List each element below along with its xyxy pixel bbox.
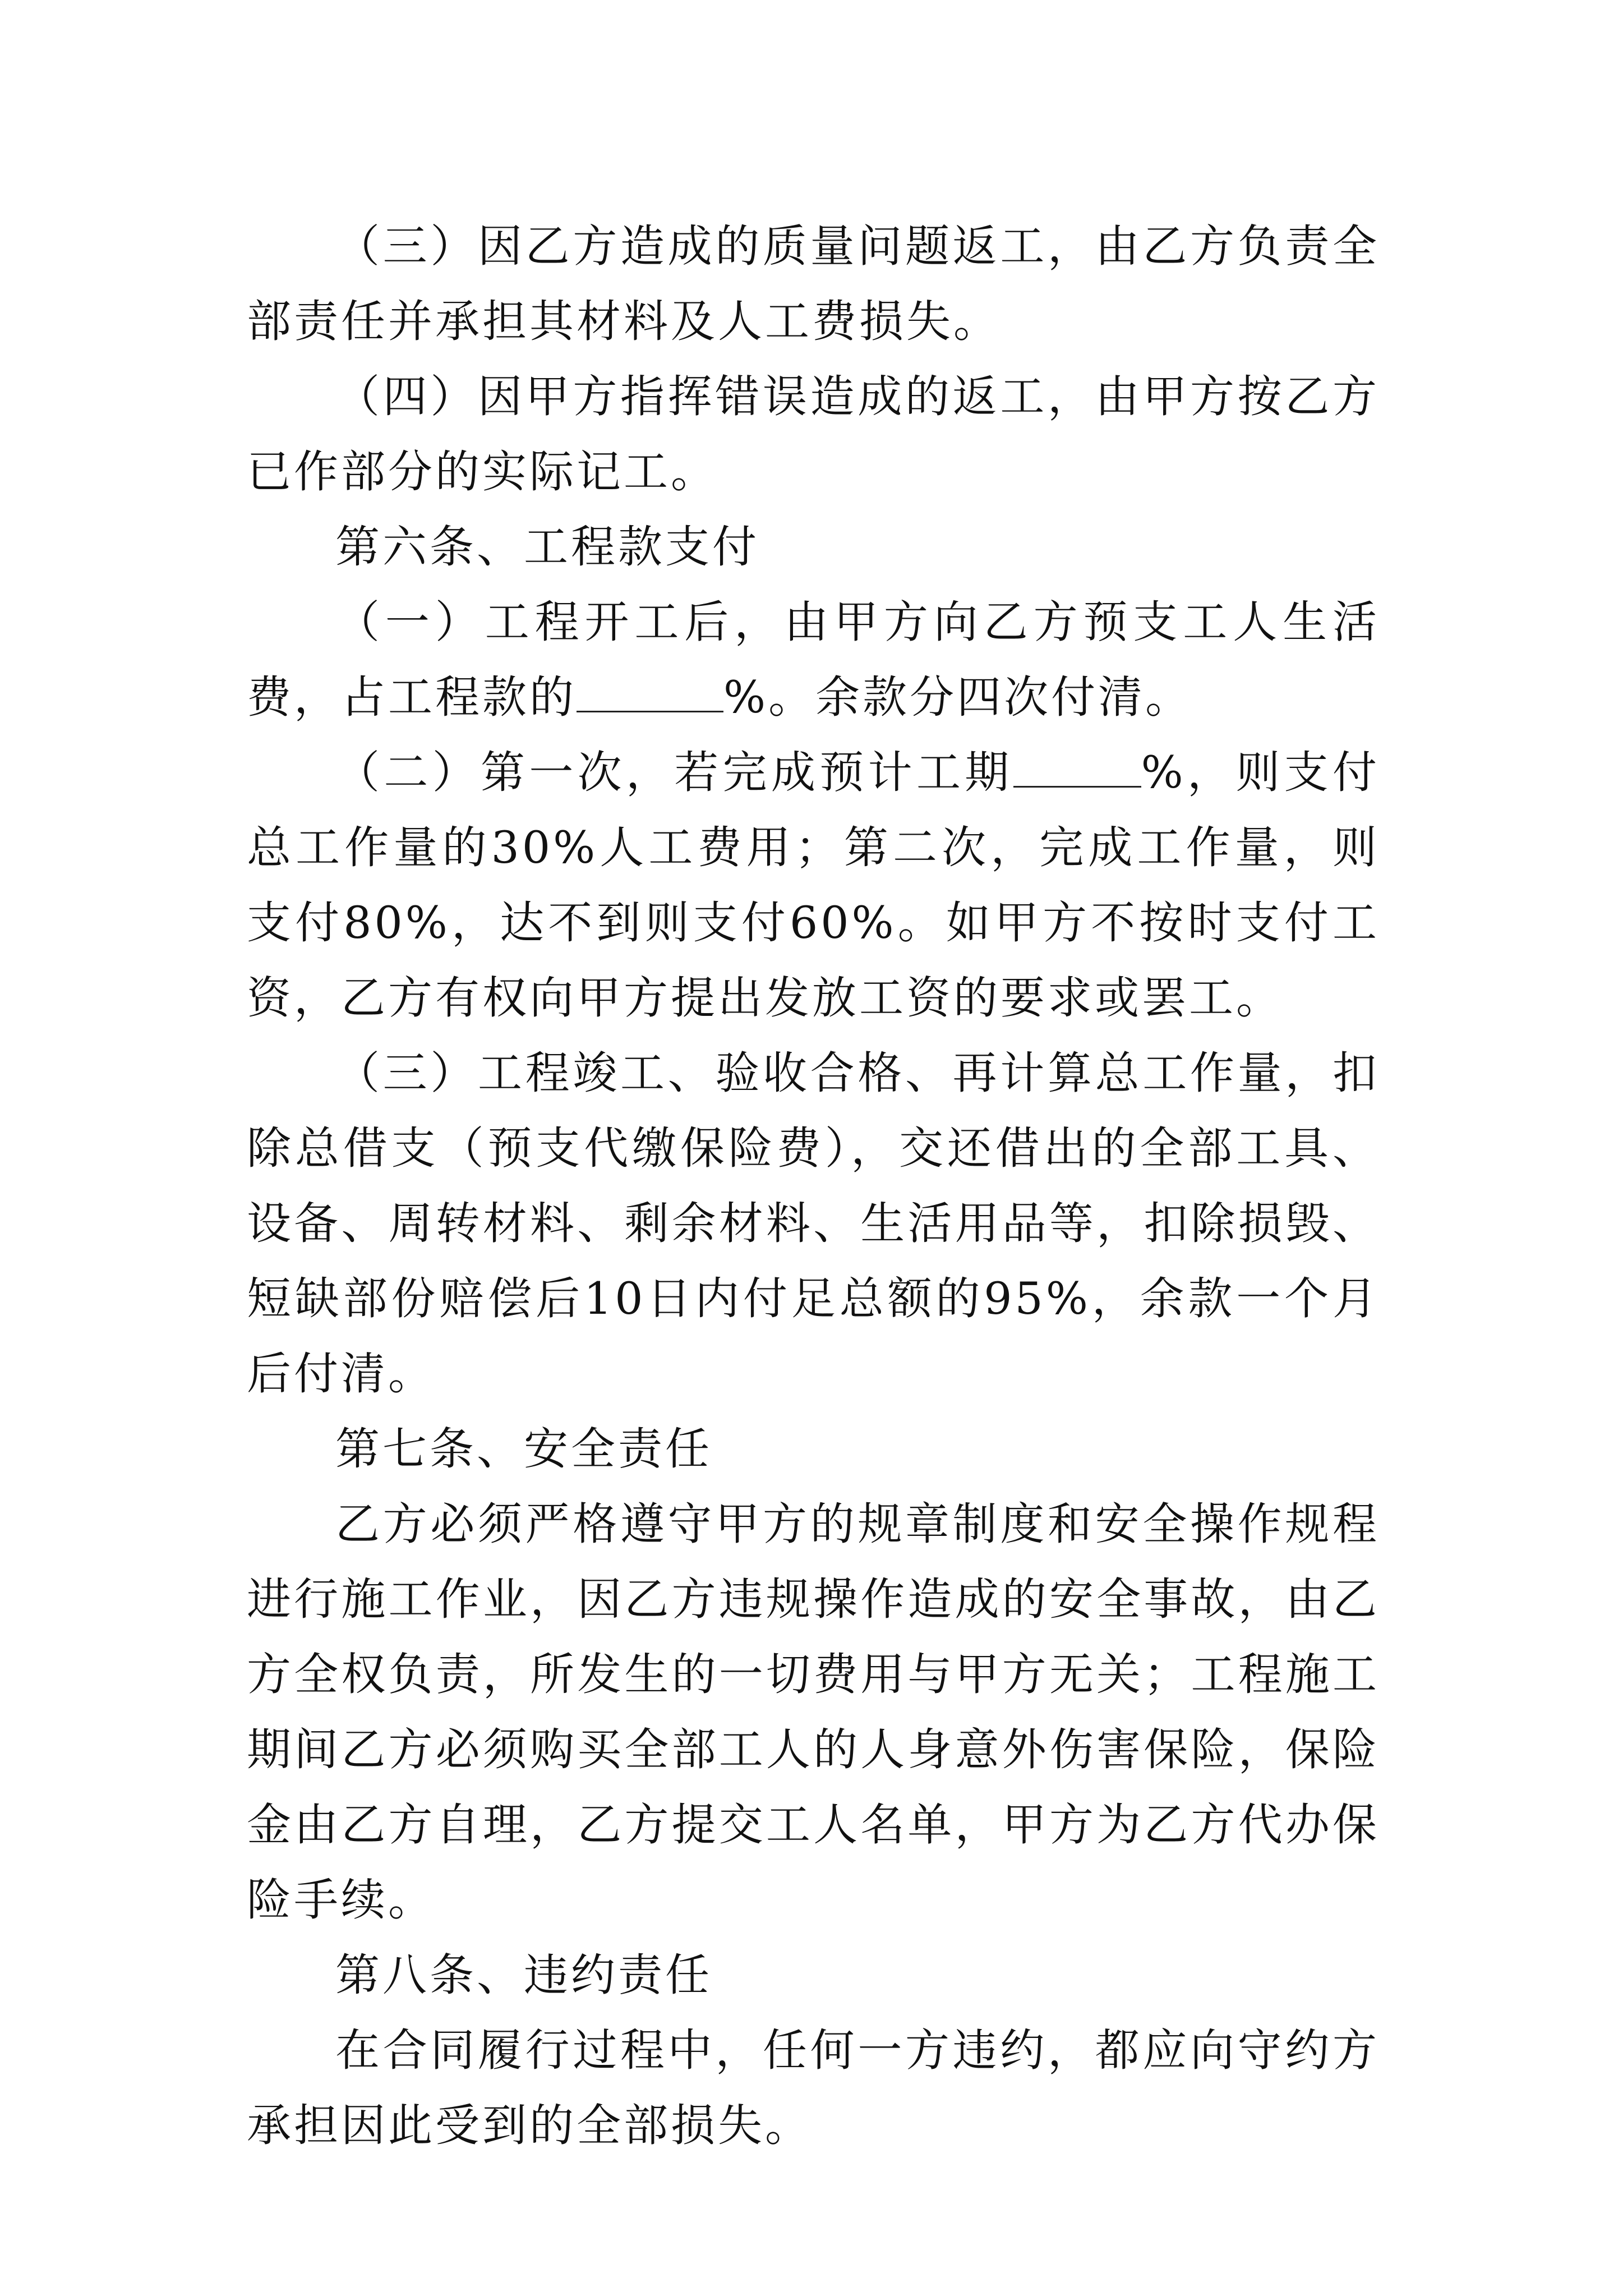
- article-6-title: 第六条、工程款支付: [335, 521, 759, 573]
- advance-percent-blank: [577, 674, 723, 712]
- clause-6-3: （三）工程竣工、验收合格、再计算总工作量，扣除总借支（预支代缴保险费），交还借出的全部工具、设备、周转材料、剩余材料、生活用品等，扣除损毁、短缺部份赔偿后10日内付足总额的95%，余款一个月后付清。: [247, 1047, 1380, 1400]
- clause-6-1: [247, 585, 1380, 735]
- clause-6-2-text-end: %，则支付总工作量的30%人工费用；第二次，完成工作量，则支付80%，达不到则支付60%。如甲方不按时支付工资，乙方有权向甲方提出发放工资的要求或罢工。: [247, 747, 1380, 1024]
- clause-6-2: [247, 735, 1380, 1036]
- schedule-percent-blank: [1013, 749, 1141, 788]
- clause-5-3: （三）因乙方造成的质量问题返工，由乙方负责全部责任并承担其材料及人工费损失。: [247, 220, 1380, 347]
- article-8-title: 第八条、违约责任: [335, 1949, 712, 2001]
- article-7-title: 第七条、安全责任: [335, 1423, 712, 1475]
- clause-6-1-text-end: %。余款分四次付清。: [723, 671, 1193, 723]
- document-body: [247, 209, 1380, 2163]
- clause-5-4: （四）因甲方指挥错误造成的返工，由甲方按乙方已作部分的实际记工。: [247, 371, 1380, 498]
- clause-6-2-text-start: （二）第一次，若完成预计工期: [335, 747, 1013, 798]
- clause-8-body: 在合同履行过程中，任何一方违约，都应向守约方承担因此受到的全部损失。: [247, 2024, 1380, 2151]
- clause-7-body: 乙方必须严格遵守甲方的规章制度和安全操作规程进行施工作业，因乙方违规操作造成的安全事故，由乙方全权负责，所发生的一切费用与甲方无关；工程施工期间乙方必须购买全部工人的人身意外伤害保险，保险金由乙方自理，乙方提交工人名单，甲方为乙方代办保险手续。: [247, 1498, 1380, 1926]
- clause-6-1-text-start: （一）工程开工后，由甲方向乙方预支工人生活费，占工程款的: [247, 596, 1380, 723]
